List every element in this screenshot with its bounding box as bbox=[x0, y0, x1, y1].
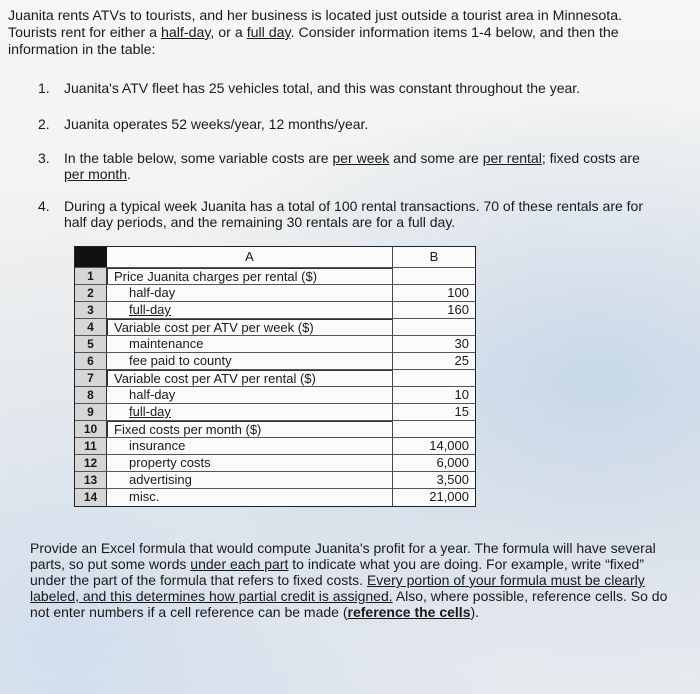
cell-b: 15 bbox=[454, 404, 469, 419]
item-number: 2. bbox=[38, 116, 50, 132]
cell-a bbox=[107, 370, 393, 387]
cell-a bbox=[107, 404, 393, 421]
table-row bbox=[75, 335, 475, 352]
cell-a-text: Price Juanita charges per rental ($) bbox=[114, 269, 318, 284]
table-row bbox=[75, 403, 475, 420]
closing-line bbox=[30, 588, 680, 604]
row-number: 8 bbox=[75, 387, 107, 404]
select-all-corner bbox=[75, 247, 107, 267]
closing-text: Also, where possible, reference cells. So do bbox=[392, 588, 668, 604]
item-text: half day periods, and the remaining 30 rentals are for a full day. bbox=[64, 214, 456, 230]
table-row bbox=[75, 352, 475, 369]
table-row bbox=[75, 284, 475, 301]
cell-a bbox=[107, 319, 393, 336]
cell-a-text: Fixed costs per month ($) bbox=[114, 422, 262, 437]
sheet-rows bbox=[75, 267, 475, 505]
table-row bbox=[75, 454, 475, 471]
item-number: 4. bbox=[38, 198, 50, 214]
row-number: 10 bbox=[75, 421, 107, 438]
cell-b: 10 bbox=[454, 387, 469, 402]
cell-b bbox=[393, 370, 475, 387]
cell-b: 100 bbox=[447, 285, 469, 300]
list-item bbox=[38, 150, 640, 182]
intro-line-1: Juanita rents ATVs to tourists, and her business is located just outside a tourist area in Minnesota. bbox=[8, 8, 623, 24]
emphasis-underline: labeled, and this determines how partial credit is assigned. bbox=[30, 588, 393, 604]
cell-a bbox=[107, 472, 393, 489]
cell-a bbox=[107, 285, 393, 302]
intro-line-3: information in the table: bbox=[8, 42, 156, 58]
cell-b: 25 bbox=[454, 353, 469, 368]
column-header-b: B bbox=[429, 249, 439, 264]
table-row bbox=[75, 267, 475, 284]
row-number: 2 bbox=[75, 285, 107, 302]
closing-text: under the part of the formula that refers to fixed costs. bbox=[30, 572, 367, 588]
row-number: 5 bbox=[75, 336, 107, 353]
list-item bbox=[38, 116, 368, 132]
cell-a bbox=[107, 489, 393, 506]
cell-a bbox=[107, 438, 393, 455]
cell-b: 3,500 bbox=[436, 472, 469, 487]
intro-text: , or a bbox=[210, 25, 247, 41]
item-text: . bbox=[127, 166, 131, 182]
cell-a bbox=[107, 455, 393, 472]
intro-line-2 bbox=[8, 25, 688, 42]
cell-a-text: half-day bbox=[129, 285, 176, 300]
spreadsheet-table bbox=[74, 246, 476, 507]
cell-b bbox=[393, 319, 475, 336]
cell-a bbox=[107, 387, 393, 404]
cell-a-text: fee paid to county bbox=[129, 353, 232, 368]
cell-b: 160 bbox=[447, 302, 469, 317]
closing-paragraph bbox=[30, 540, 680, 620]
full-day-term: full day bbox=[246, 25, 291, 41]
table-row bbox=[75, 437, 475, 454]
table-row bbox=[75, 420, 475, 437]
item-text: ; fixed costs are bbox=[541, 150, 640, 166]
item-text: In the table below, some variable costs are bbox=[64, 150, 333, 166]
closing-line: Provide an Excel formula that would compute Juanita's profit for a year. The formula will have several bbox=[30, 540, 656, 556]
item-text: During a typical week Juanita has a total of 100 rental transactions. 70 of these rentals are for bbox=[64, 198, 643, 214]
table-row bbox=[75, 318, 475, 335]
row-number: 13 bbox=[75, 472, 107, 489]
intro-text: Tourists rent for either a bbox=[8, 25, 161, 41]
cell-b: 30 bbox=[454, 336, 469, 351]
cell-b: 21,000 bbox=[429, 489, 469, 504]
column-header-a: A bbox=[107, 247, 393, 267]
cell-a-text: advertising bbox=[129, 472, 192, 487]
closing-line bbox=[30, 572, 680, 588]
cell-b: 6,000 bbox=[436, 455, 469, 470]
list-item bbox=[38, 198, 643, 230]
cell-b: 14,000 bbox=[429, 438, 469, 453]
list-item bbox=[38, 80, 580, 96]
item-number: 1. bbox=[38, 80, 50, 96]
reference-the-cells-term: reference the cells bbox=[347, 604, 471, 620]
cell-b bbox=[393, 268, 475, 285]
table-row bbox=[75, 488, 475, 505]
per-week-term: per week bbox=[332, 150, 390, 166]
row-number: 3 bbox=[75, 302, 107, 319]
cell-a-text: property costs bbox=[129, 455, 211, 470]
cell-a-text: full-day bbox=[129, 302, 171, 317]
item-text: Juanita's ATV fleet has 25 vehicles total, and this was constant throughout the year. bbox=[64, 80, 581, 96]
closing-text: parts, so put some words bbox=[30, 556, 191, 572]
column-header-row bbox=[75, 247, 475, 267]
cell-a-text: misc. bbox=[129, 489, 160, 504]
cell-a-text: half-day bbox=[129, 387, 176, 402]
closing-text: to indicate what you are doing. For example, write “fixed” bbox=[288, 556, 644, 572]
row-number: 6 bbox=[75, 353, 107, 370]
closing-text: ). bbox=[470, 604, 480, 620]
closing-text: not enter numbers if a cell reference can be made ( bbox=[30, 604, 348, 620]
cell-a-text: full-day bbox=[129, 404, 171, 419]
row-number: 7 bbox=[75, 370, 107, 387]
table-row bbox=[75, 386, 475, 403]
cell-a bbox=[107, 268, 393, 285]
closing-line bbox=[30, 556, 680, 572]
per-month-term: per month bbox=[64, 166, 128, 182]
emphasis-underline: Every portion of your formula must be clearly bbox=[366, 572, 645, 588]
intro-paragraph bbox=[8, 8, 688, 59]
cell-a-text: Variable cost per ATV per rental ($) bbox=[114, 371, 316, 386]
cell-a bbox=[107, 353, 393, 370]
row-number: 9 bbox=[75, 404, 107, 421]
table-row bbox=[75, 301, 475, 318]
row-number: 14 bbox=[75, 489, 107, 506]
cell-a bbox=[107, 302, 393, 319]
row-number: 12 bbox=[75, 455, 107, 472]
cell-a-text: Variable cost per ATV per week ($) bbox=[114, 320, 314, 335]
closing-line bbox=[30, 604, 680, 620]
cell-a-text: insurance bbox=[129, 438, 186, 453]
item-number: 3. bbox=[38, 150, 50, 166]
table-row bbox=[75, 369, 475, 386]
cell-a bbox=[107, 336, 393, 353]
half-day-term: half-day bbox=[160, 25, 211, 41]
item-text: and some are bbox=[389, 150, 483, 166]
cell-a bbox=[107, 421, 393, 438]
per-rental-term: per rental bbox=[482, 150, 542, 166]
row-number: 1 bbox=[75, 268, 107, 285]
row-number: 11 bbox=[75, 438, 107, 455]
table-row bbox=[75, 471, 475, 488]
intro-text: . Consider information items 1-4 below, and then the bbox=[290, 25, 619, 41]
under-each-part-term: under each part bbox=[190, 556, 289, 572]
cell-a-text: maintenance bbox=[129, 336, 204, 351]
item-text: Juanita operates 52 weeks/year, 12 months/year. bbox=[64, 116, 369, 132]
cell-b bbox=[393, 421, 475, 438]
row-number: 4 bbox=[75, 319, 107, 336]
